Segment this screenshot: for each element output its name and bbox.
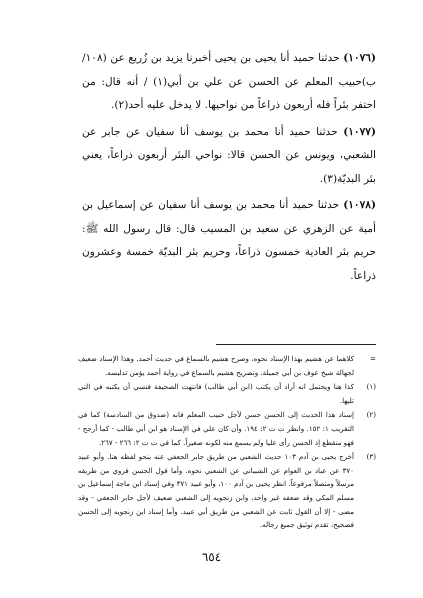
- footnote-separator: [216, 344, 376, 345]
- hadith-number: (١٠٧٧): [343, 125, 376, 138]
- footnote: [78, 380, 376, 407]
- footnote: [78, 352, 376, 379]
- hadith-text: حدثنا حميد أنا يحيى بن يحيى أخبرنا يزيد بن زُريع عن (١٠٨/ب)حبيب المعلم عن الحسن عن علي بن أبي(١) / أنه قال: من احتفر بئراً فله أربعون ذراعاً من نواحيها. لا يدخل عليه أحد(٢).: [82, 52, 376, 111]
- main-text: [82, 47, 376, 291]
- hadith-text: حدثنا حميد أنا محمد بن يوسف أنا سفيان عن جابر عن الشعبي، ويونس عن الحسن قالا: نواحي البئر أربعون ذراعاً، يعني بئر البديّة(٣).: [82, 125, 376, 185]
- hadith-1078: [82, 194, 376, 288]
- footnote-mark: (١): [366, 382, 376, 392]
- footnote-mark: (٣): [366, 452, 376, 462]
- hadith-number: (١٠٧٨): [343, 199, 376, 211]
- footnote-text: كذا هنا ويحتمل انه أراد أن يكتب (ابن أبي طالب) فانتهت الصحيفة فنسي أن يكتبه في التي تليها.: [78, 382, 354, 405]
- hadith-text: حدثنا حميد أنا محمد بن يوسف أنا سفيان عن إسماعيل بن أمية عن الزهري عن سعيد بن المسيب قال: قال رسول الله ﷺ: حريم بئر العادية خمسون ذراعاً، وحريم بئر البديّة خمسة وعشرون ذراعاً.: [82, 199, 376, 282]
- footnote: [78, 450, 376, 532]
- footnote-text: أخرج يحيى بن آدم ١٠٣ حديث الشعبي من طريق جابر الجعفي عنه بنحو لفظه هنا. وأبو عبيد ٣٧٠ عن عباد بن العوام عن الشيباني عن الشعبي نحوه. وأما قول الحسن فروي من طريقه مرسلاً ومتصلاً مرفوعاً. انظر يحيى بن آدم ١٠٠، وأبو عبيد ٣٧١ وفي إسناد ابن ماجة إسماعيل بن مسلم المكي وقد ضعفه غير واحد، وابن زنجويه إلى الشعبي ضعيف لأجل جابر الجعفي - وقد مضى - إلا أن القول ثابت عن الشعبي من طريق أبي عبيد. وأما إسناد ابن زنجويه إلى الحسن فصحيح، تقدم توثيق جميع رجاله.: [78, 452, 354, 530]
- hadith-1076: [82, 47, 376, 118]
- footnote-text: كلاهما عن هشيم بهذا الإسناد نحوه، وصرح هشيم بالسماع في حديث أحمد. وهذا الإسناد ضعيف لجهالة شيخ عوف بن أبي جميلة. وتصريح هشيم بالسماع في رواية أحمد يؤمن تدليسه.: [78, 354, 354, 377]
- footnote-text: إسناد هذا الحديث إلى الحسن حسن لأجل حبيب المعلم فانه (صدوق من السادسة) كما في التقريب ١: ١٥٢. وانظر ت ت ٢: ١٩٤. وأن كان علي في الإسناد هو ابن أبي طالب - كما أرجح - فهو منقطع إذ الحسن رأى عليا ولم يسمع منه لكونه صغيراً. كما في ت ت ٢: ٢٦٦ - ٢٦٧.: [78, 410, 354, 447]
- footnote-mark: (٢): [366, 410, 376, 420]
- hadith-1077: [82, 121, 376, 192]
- footnote: [78, 408, 376, 449]
- page-number: ٦٥٤: [201, 550, 222, 564]
- hadith-number: (١٠٧٦): [343, 52, 377, 64]
- footnote-mark: =: [370, 354, 376, 363]
- footnotes: [78, 352, 376, 533]
